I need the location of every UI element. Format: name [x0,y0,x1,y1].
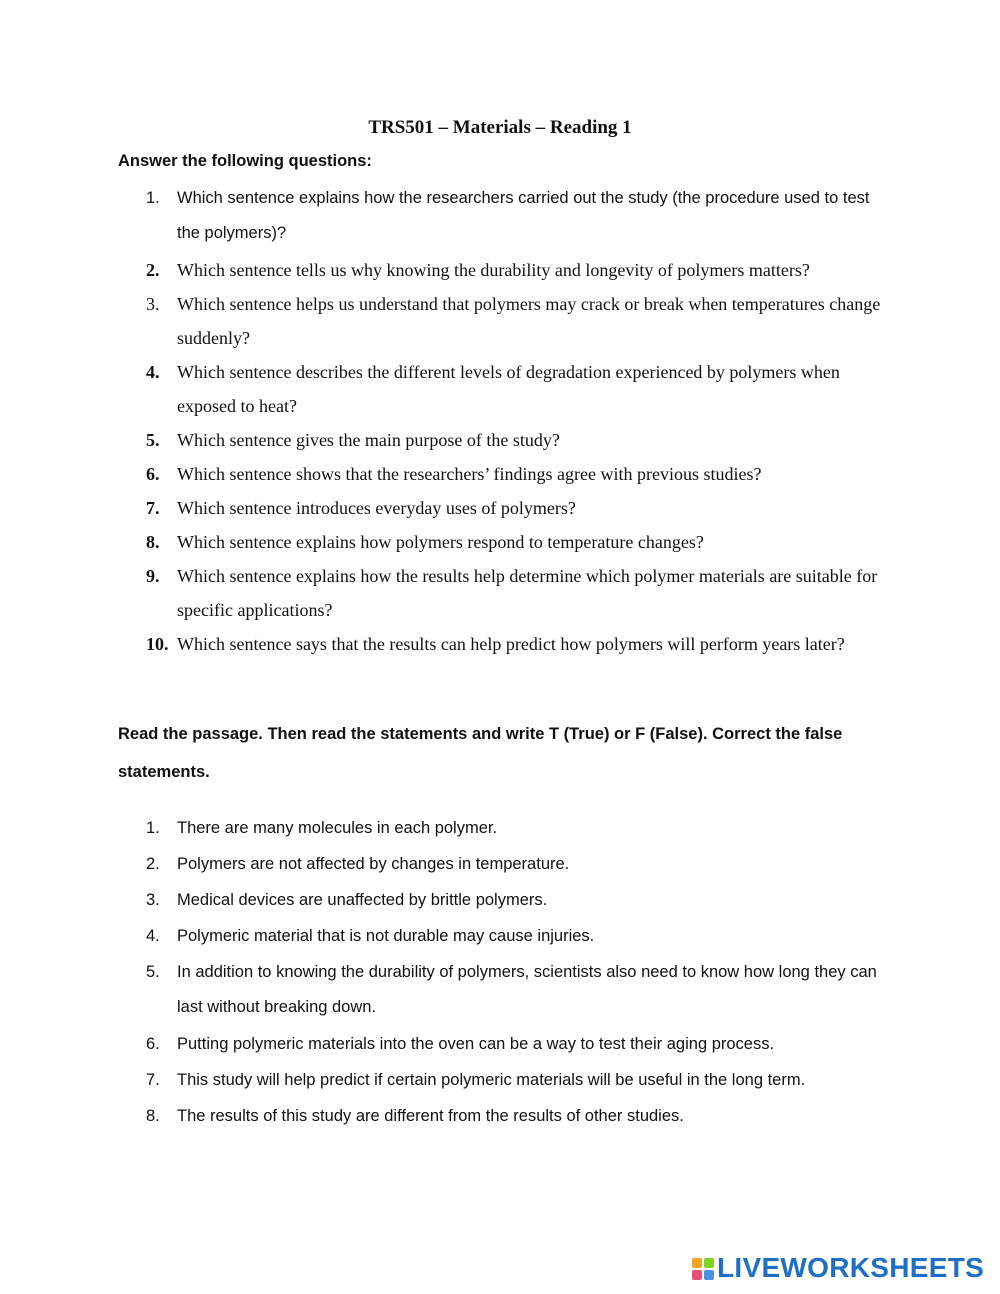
question-item: 5. Which sentence gives the main purpose of the study? [146,430,560,450]
question-item: 7. Which sentence introduces everyday uses of polymers? [146,498,576,518]
section1-heading: Answer the following questions: [118,152,372,170]
page-title: TRS501 – Materials – Reading 1 [368,117,632,138]
question-item: 1. Which sentence explains how the researchers carried out the study (the procedure used to test the polymers)? [146,189,870,242]
statement-item: 1. There are many molecules in each polymer. [146,819,498,837]
statement-item: 2. Polymers are not affected by changes in temperature. [146,855,570,873]
statement-item: 5. In addition to knowing the durability of polymers, scientists also need to know how long they can last without breaking down. [146,963,877,1016]
section2-heading: Read the passage. Then read the statements and write T (True) or F (False). Correct the false statements. [118,725,843,781]
liveworksheets-logo-icon [692,1258,714,1280]
question-item: 9. Which sentence explains how the results help determine which polymer materials are suitable for specific applications? [146,566,878,620]
question-item: 3. Which sentence helps us understand that polymers may crack or break when temperatures change suddenly? [146,294,881,348]
question-item: 6. Which sentence shows that the researchers’ findings agree with previous studies? [146,464,762,484]
statement-item: 3. Medical devices are unaffected by brittle polymers. [146,891,548,909]
liveworksheets-logo[interactable] [692,1254,992,1284]
question-item: 2. Which sentence tells us why knowing the durability and longevity of polymers matters? [146,260,810,280]
statement-item: 6. Putting polymeric materials into the oven can be a way to test their aging process. [146,1035,775,1053]
question-item: 8. Which sentence explains how polymers respond to temperature changes? [146,532,704,552]
statement-item: 4. Polymeric material that is not durable may cause injuries. [146,927,595,945]
question-item: 4. Which sentence describes the different levels of degradation experienced by polymers when exposed to heat? [146,362,840,416]
logo-text: LIVEWORKSHEETS [717,1252,985,1283]
statement-item: 7. This study will help predict if certain polymeric materials will be useful in the long term. [146,1071,806,1089]
question-item: 10. Which sentence says that the results can help predict how polymers will perform years later? [146,634,845,654]
statement-item: 8. The results of this study are different from the results of other studies. [146,1107,684,1125]
